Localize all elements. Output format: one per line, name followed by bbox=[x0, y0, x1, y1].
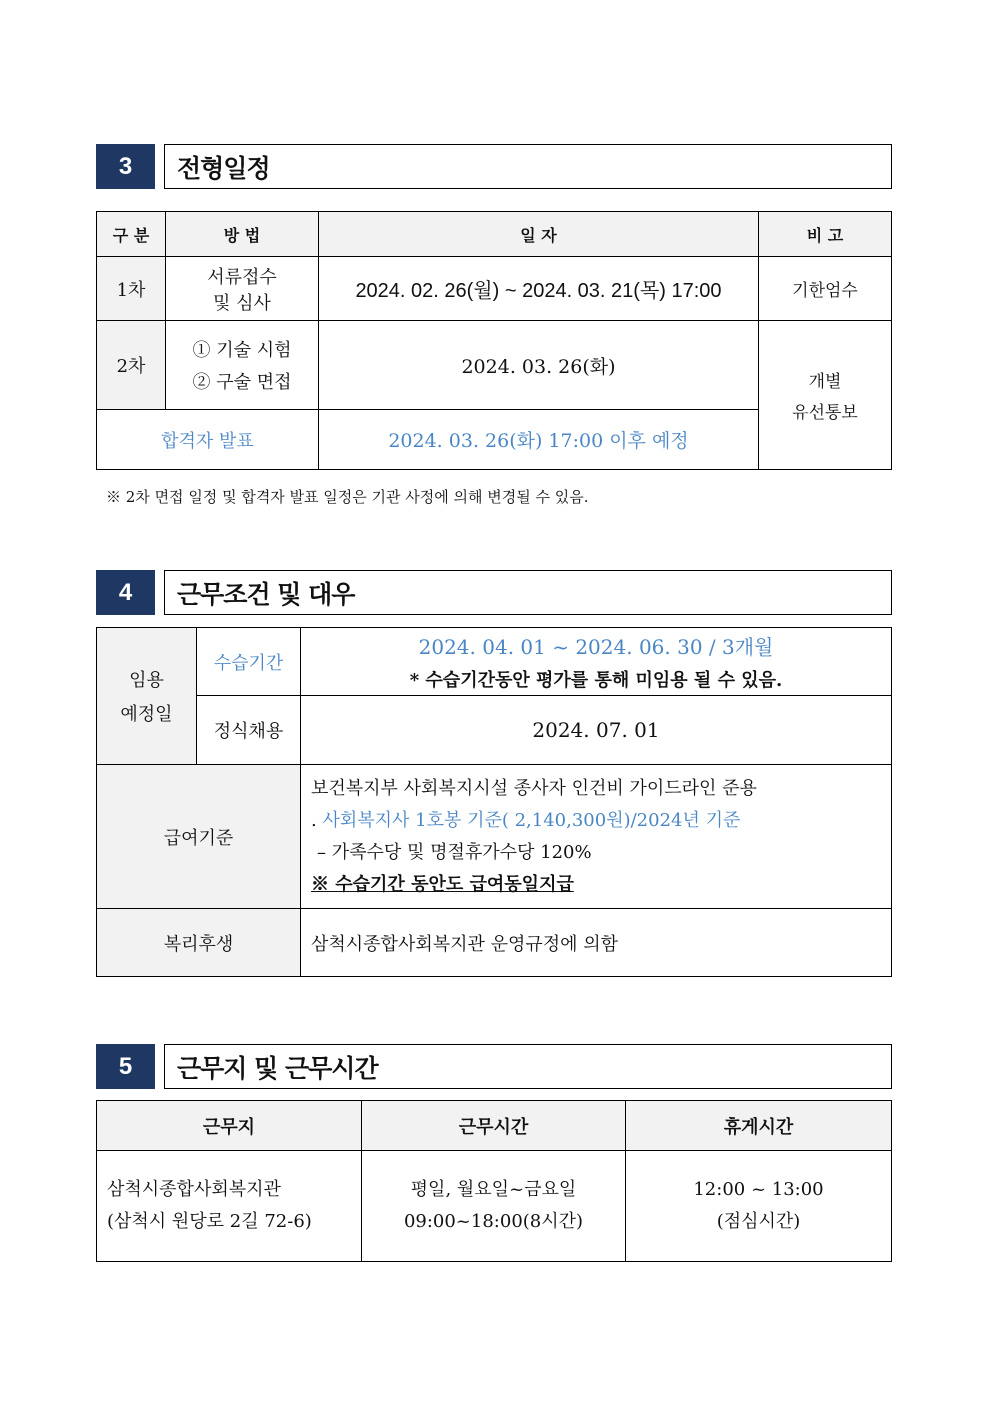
table-row bbox=[97, 1151, 892, 1262]
section-5-header bbox=[96, 1044, 892, 1089]
probation-note: * 수습기간동안 평가를 통해 미임용 될 수 있음. bbox=[409, 670, 783, 691]
method-cell bbox=[166, 257, 319, 321]
schedule-footnote: ※ 2차 면접 일정 및 합격자 발표 일정은 기관 사정에 의해 변경될 수 있음. bbox=[106, 488, 589, 506]
schedule-table bbox=[96, 211, 892, 470]
section-title: 근무조건 및 대우 bbox=[164, 570, 892, 615]
note-cell: 기한엄수 bbox=[759, 257, 892, 321]
break-line: 12:00 ~ 13:00 bbox=[693, 1179, 824, 1200]
header-cell: 구 분 bbox=[97, 212, 166, 257]
date-cell: 2024. 03. 26(화) bbox=[319, 321, 759, 410]
break-line: (점심시간) bbox=[716, 1211, 801, 1232]
bullet: . bbox=[311, 809, 317, 831]
place-cell bbox=[97, 1151, 362, 1262]
salary-basis: 사회복지사 1호봉 기준( 2,140,300원)/2024년 기준 bbox=[322, 809, 741, 831]
section-number: 3 bbox=[96, 144, 155, 189]
hours-line: 09:00~18:00(8시간) bbox=[403, 1211, 584, 1232]
method-line: ② 구술 면접 bbox=[192, 372, 292, 393]
salary-cell bbox=[301, 765, 892, 909]
appointment-label bbox=[97, 628, 197, 765]
table-header-row bbox=[97, 1101, 892, 1151]
place-line: 삼척시종합사회복지관 bbox=[107, 1179, 281, 1200]
salary-line: ※ 수습기간 동안도 급여동일지급 bbox=[311, 873, 574, 895]
salary-line: – 가족수당 및 명절휴가수당 120% bbox=[317, 841, 592, 863]
table-row bbox=[97, 257, 892, 321]
welfare-value: 삼척시종합사회복지관 운영규정에 의함 bbox=[301, 909, 892, 977]
section-3-header bbox=[96, 144, 892, 189]
salary-line: 보건복지부 사회복지시설 종사자 인건비 가이드라인 준용 bbox=[311, 777, 757, 799]
label-line: 임용 bbox=[129, 670, 164, 691]
header-cell: 근무지 bbox=[97, 1101, 362, 1151]
workplace-table bbox=[96, 1100, 892, 1262]
regular-label: 정식채용 bbox=[197, 696, 301, 765]
salary-label: 급여기준 bbox=[97, 765, 301, 909]
probation-label: 수습기간 bbox=[197, 628, 301, 696]
hours-line: 평일, 월요일~금요일 bbox=[410, 1179, 577, 1200]
stage-cell: 2차 bbox=[97, 321, 166, 410]
table-row bbox=[97, 909, 892, 977]
note-line: 개별 bbox=[808, 372, 842, 392]
header-cell: 일 자 bbox=[319, 212, 759, 257]
method-line: 서류접수 bbox=[207, 266, 277, 288]
label-line: 예정일 bbox=[120, 704, 173, 725]
salary-line bbox=[311, 805, 885, 837]
probation-cell bbox=[301, 628, 892, 696]
note-cell bbox=[759, 321, 892, 470]
date-cell: 2024. 02. 26(월) ~ 2024. 03. 21(목) 17:00 bbox=[319, 257, 759, 321]
header-cell: 근무시간 bbox=[362, 1101, 626, 1151]
section-4-header bbox=[96, 570, 892, 615]
section-title: 전형일정 bbox=[164, 144, 892, 189]
hours-cell bbox=[362, 1151, 626, 1262]
welfare-label: 복리후생 bbox=[97, 909, 301, 977]
method-cell bbox=[166, 321, 319, 410]
header-cell: 휴게시간 bbox=[626, 1101, 892, 1151]
header-cell: 비 고 bbox=[759, 212, 892, 257]
method-line: ① 기술 시험 bbox=[192, 340, 292, 361]
place-line: (삼척시 원당로 2길 72-6) bbox=[107, 1211, 312, 1232]
table-row bbox=[97, 321, 892, 410]
announcement-date: 2024. 03. 26(화) 17:00 이후 예정 bbox=[319, 410, 759, 470]
stage-cell: 1차 bbox=[97, 257, 166, 321]
method-line: 및 심사 bbox=[213, 292, 271, 314]
section-title: 근무지 및 근무시간 bbox=[164, 1044, 892, 1089]
conditions-table bbox=[96, 627, 892, 977]
table-header-row bbox=[97, 212, 892, 257]
section-number: 4 bbox=[96, 570, 155, 615]
announcement-label: 합격자 발표 bbox=[97, 410, 319, 470]
regular-date: 2024. 07. 01 bbox=[301, 696, 892, 765]
table-row bbox=[97, 765, 892, 909]
note-line: 유선통보 bbox=[792, 403, 858, 423]
table-row bbox=[97, 628, 892, 696]
break-cell bbox=[626, 1151, 892, 1262]
header-cell: 방 법 bbox=[166, 212, 319, 257]
probation-period: 2024. 04. 01 ~ 2024. 06. 30 / 3개월 bbox=[418, 635, 774, 659]
table-row bbox=[97, 696, 892, 765]
section-number: 5 bbox=[96, 1044, 155, 1089]
